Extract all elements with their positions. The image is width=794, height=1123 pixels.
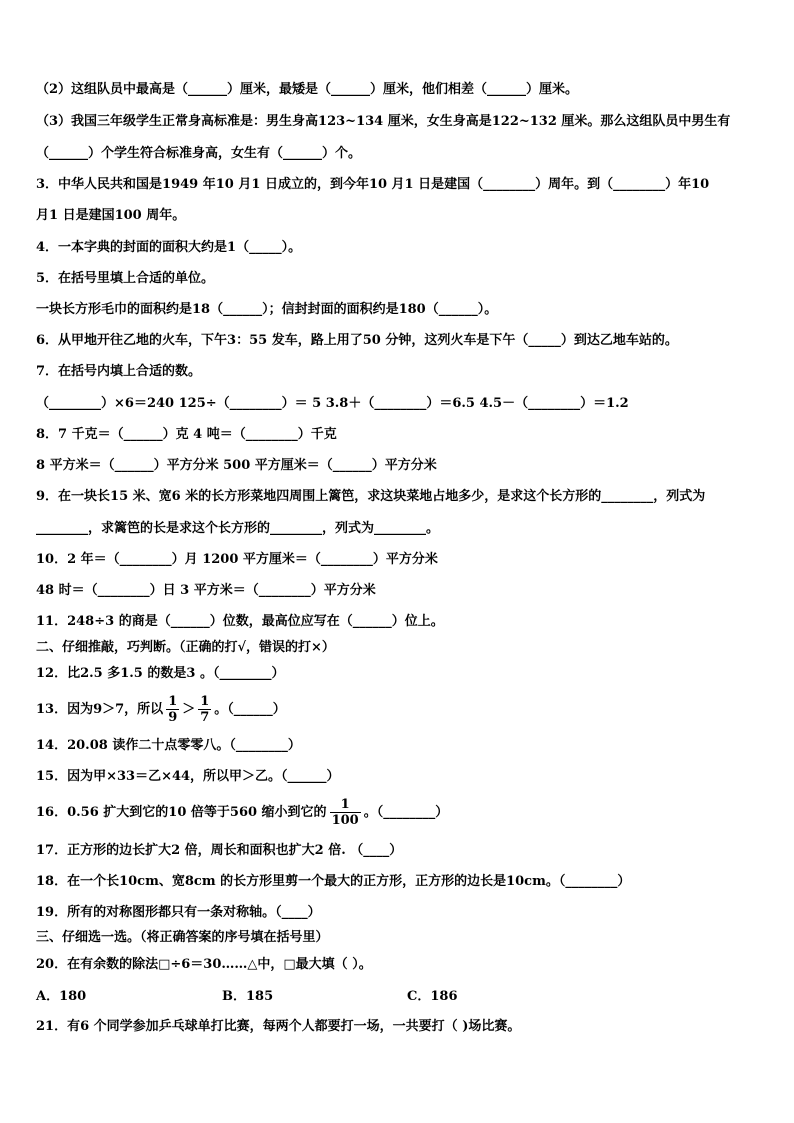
section-2-heading: 二、仔细推敲，巧判断。（正确的打√，错误的打×） [36, 640, 335, 655]
question-17: 17．正方形的边长扩大2 倍，周长和面积也扩大2 倍. （____） [36, 843, 403, 858]
question-15: 15．因为甲×33＝乙×44，所以甲＞乙。（______） [36, 769, 340, 784]
question-19: 19．所有的对称图形都只有一条对称轴。（____） [36, 905, 321, 920]
question-9-line2: ________，求篱笆的长是求这个长方形的________，列式为________。 [36, 521, 440, 536]
greater-than-sign: ＞ [182, 702, 196, 717]
question-13 [36, 693, 286, 727]
question-13-answer: 。（______） [214, 702, 286, 717]
fraction-one-hundredth: $\frac{1}{100}$ [331, 797, 359, 828]
fraction-one-ninth: $\frac{1}{9}$ [168, 694, 178, 725]
question-7: 7．在括号内填上合适的数。 [36, 364, 202, 379]
question-2-2: （2）这组队员中最高是（______）厘米，最矮是（______）厘米，他们相差（______）厘米。 [36, 82, 579, 97]
question-12: 12．比2.5 多1.5 的数是3 。（________） [36, 666, 285, 681]
question-9-line1: 9．在一块长15 米、宽6 米的长方形菜地四周围上篱笆，求这块菜地占地多少，是求这个长方形的________，列式为 [36, 489, 706, 504]
question-5: 5．在括号里填上合适的单位。 [36, 271, 215, 286]
question-20: 20．在有余数的除法□÷6＝30……△中，□最大填（ ）。 [36, 957, 372, 972]
option-c: C．186 [407, 989, 458, 1004]
section-3-heading: 三、仔细选一选。（将正确答案的序号填在括号里） [36, 930, 329, 945]
question-3-line2: 月1 日是建国100 周年。 [36, 208, 186, 223]
question-16 [36, 796, 448, 830]
question-14: 14．20.08 读作二十点零零八。（________） [36, 738, 301, 753]
question-13-text: 13．因为9＞7，所以 [36, 702, 164, 717]
question-2-3-line1: （3）我国三年级学生正常身高标准是：男生身高123~134 厘米，女生身高是122~132 厘米。那么这组队员中男生有 [36, 114, 731, 129]
question-2-3-line2: （______）个学生符合标准身高，女生有（______）个。 [36, 146, 362, 161]
question-18: 18．在一个长10cm、宽8cm 的长方形里剪一个最大的正方形，正方形的边长是10cm。（________） [36, 874, 631, 889]
question-7-content: （________）×6＝240 125÷（________）＝ 5 3.8＋（________）＝6.5 4.5－（________）＝1.2 [36, 396, 629, 411]
option-b: B．185 [222, 989, 274, 1004]
question-8-line2: 8 平方米＝（______）平方分米 500 平方厘米＝（______）平方分米 [36, 458, 437, 473]
question-10-line2: 48 时＝（________）日 3 平方米＝（________）平方分米 [36, 583, 376, 598]
question-11: 11．248÷3 的商是（______）位数，最高位应写在（______）位上。 [36, 614, 444, 629]
option-a: A．180 [36, 989, 87, 1004]
fraction-one-seventh: $\frac{1}{7}$ [200, 694, 210, 725]
question-21: 21．有6 个同学参加乒乓球单打比赛，每两个人都要打一场，一共要打（ )场比赛。 [36, 1019, 521, 1034]
question-16-text: 16．0.56 扩大到它的10 倍等于560 缩小到它的 [36, 805, 327, 820]
question-6: 6．从甲地开往乙地的火车，下午3：55 发车，路上用了50 分钟，这列火车是下午（_____）到达乙地车站的。 [36, 333, 678, 348]
question-5-content: 一块长方形毛巾的面积约是18（______）；信封封面的面积约是180（______）。 [36, 302, 498, 317]
question-10-line1: 10．2 年＝（________）月 1200 平方厘米＝（________）平方分米 [36, 552, 438, 567]
question-8-line1: 8．7 千克＝（______）克 4 吨＝（________）千克 [36, 427, 337, 442]
question-3-line1: 3．中华人民共和国是1949 年10 月1 日成立的，到今年10 月1 日是建国（________）周年。到（________）年10 [36, 177, 710, 192]
question-16-answer: 。（________） [363, 805, 449, 820]
question-4: 4．一本字典的封面的面积大约是1（_____）。 [36, 240, 302, 255]
